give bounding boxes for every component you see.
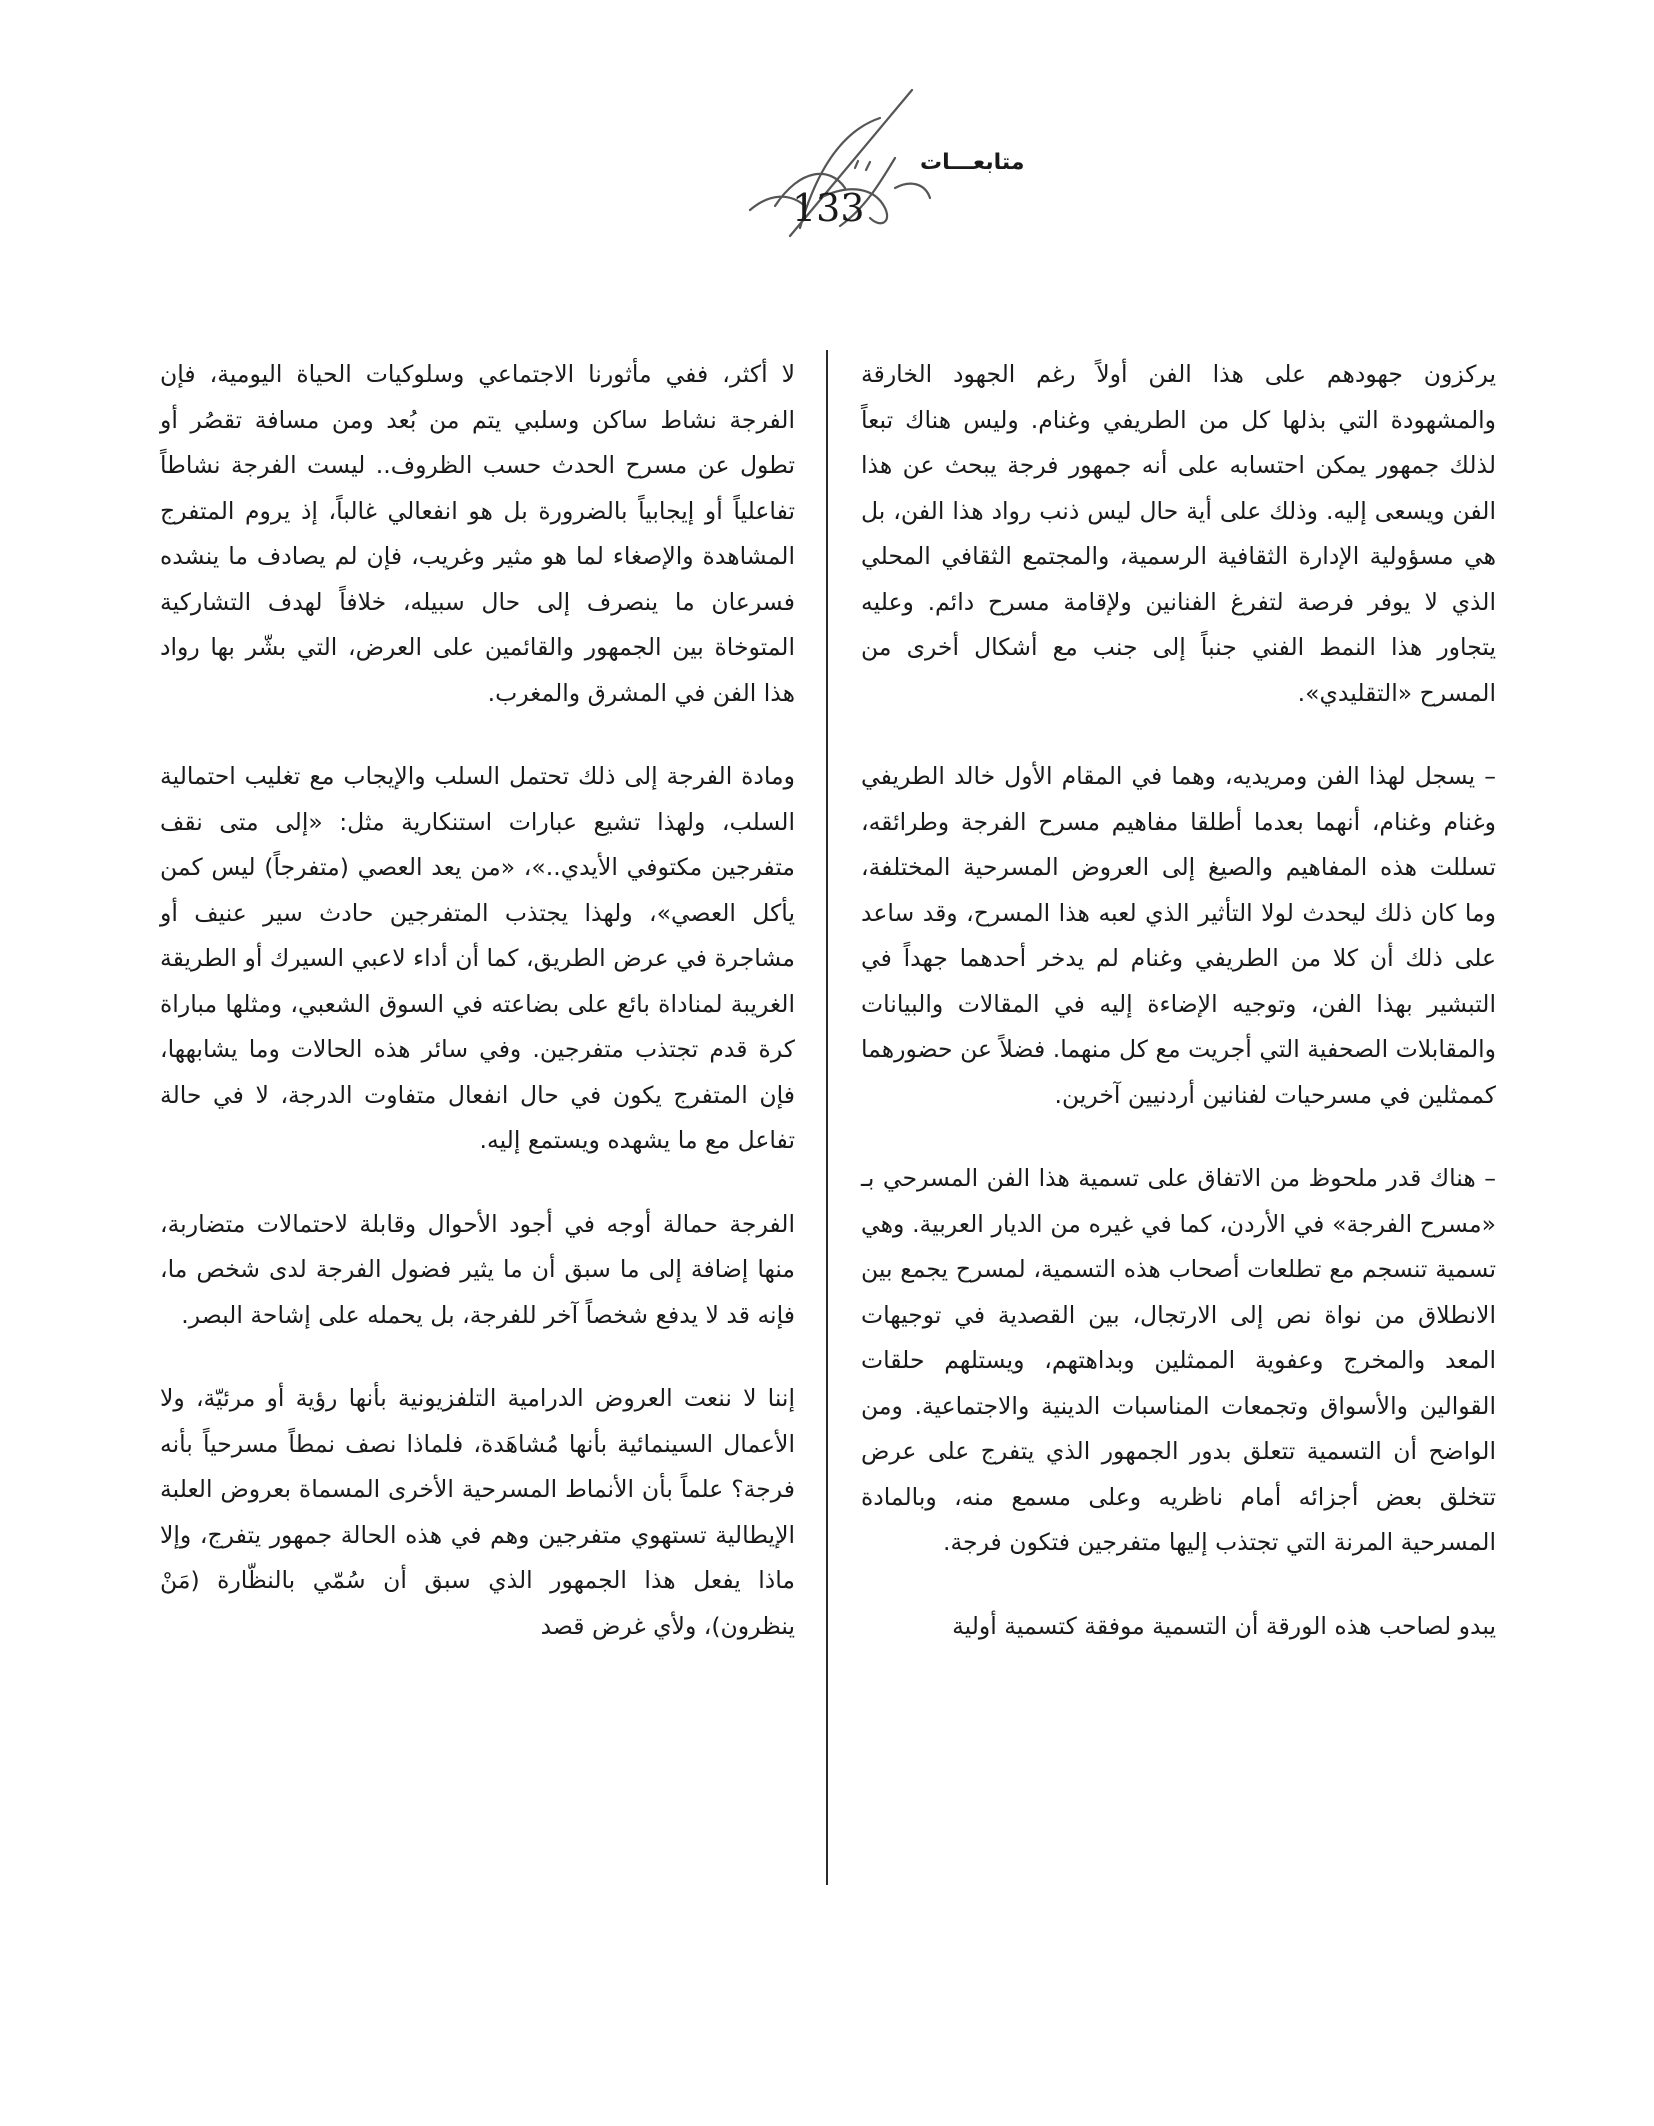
- paragraph: – يسجل لهذا الفن ومريديه، وهما في المقام الأول خالد الطريفي وغنام وغنام، أنهما بعدما أطلقا مفاهيم مسرح الفرجة وطرائقه، تسللت هذه المفاهيم والصيغ إلى العروض المسرحية المختلفة، وما كان ذلك ليحدث لولا التأثير الذي لعبه هذا المسرح، وقد ساعد على ذلك أن كلا من الطريفي وغنام لم يدخر أحدهما جهداً في التبشير بهذا الفن، وتوجيه الإضاءة إليه في المقالات والبيانات والمقابلات الصحفية التي أجريت مع كل منهما. فضلاً عن حضورهما كممثلين في مسرحيات لفنانين أردنيين آخرين.: [861, 762, 1496, 1109]
- paragraph: يبدو لصاحب هذه الورقة أن التسمية موفقة كتسمية أولية: [952, 1611, 1496, 1640]
- paragraph: ومادة الفرجة إلى ذلك تحتمل السلب والإيجاب مع تغليب احتمالية السلب، ولهذا تشيع عبارات استنكارية مثل: «إلى متى نقف متفرجين مكتوفي الأيدي..»، «من يعد العصي (متفرجاً) ليس كمن يأكل العصي»، ولهذا يجتذب المتفرجين حادث سير عنيف أو مشاجرة في عرض الطريق، كما أن أداء لاعبي السيرك أو الطريقة الغريبة لمناداة بائع على بضاعته في السوق الشعبي، ومثلها مباراة كرة قدم تجتذب متفرجين. وفي سائر هذه الحالات وما يشابهها، فإن المتفرج يكون في حال انفعال متفاوت الدرجة، لا في حالة تفاعل مع ما يشهده ويستمع إليه.: [160, 762, 795, 1154]
- paragraph: الفرجة حمالة أوجه في أجود الأحوال وقابلة لاحتمالات متضاربة، منها إضافة إلى ما سبق أن ما يثير فضول الفرجة لدى شخص ما، فإنه قد لا يدفع شخصاً آخر للفرجة، بل يحمله على إشاحة البصر.: [160, 1209, 795, 1329]
- paragraph: يركزون جهودهم على هذا الفن أولاً رغم الجهود الخارقة والمشهودة التي بذلها كل من الطريفي وغنام. وليس هناك تبعاً لذلك جمهور يمكن احتسابه على أنه جمهور فرجة يبحث عن هذا الفن ويسعى إليه. وذلك على أية حال ليس ذنب رواد هذا الفن، بل هي مسؤولية الإدارة الثقافية الرسمية، والمجتمع الثقافي المحلي الذي لا يوفر فرصة لتفرغ الفنانين ولإقامة مسرح دائم. وعليه يتجاور هذا النمط الفني جنباً إلى جنب مع أشكال أخرى من المسرح «التقليدي».: [861, 360, 1496, 707]
- right-text-column: [861, 352, 1496, 1687]
- page-header: [680, 88, 1025, 238]
- paragraph: – هناك قدر ملحوظ من الاتفاق على تسمية هذا الفن المسرحي بـ «مسرح الفرجة» في الأردن، كما في غيره من الديار العربية. وهي تسمية تنسجم مع تطلعات أصحاب هذه التسمية، لمسرح يجمع بين الانطلاق من نواة نص إلى الارتجال، بين القصدية في توجيهات المعد والمخرج وعفوية الممثلين وبداهتهم، ويستلهم حلقات القوالين والأسواق وتجمعات المناسبات الدينية والاجتماعية. ومن الواضح أن التسمية تتعلق بدور الجمهور الذي يتفرج على عرض تتخلق بعض أجزائه أمام ناظريه وعلى مسمع منه، وبالمادة المسرحية المرنة التي تجتذب إليها متفرجين فتكون فرجة.: [861, 1164, 1496, 1556]
- paragraph: إننا لا ننعت العروض الدرامية التلفزيونية بأنها رؤية أو مرئيّة، ولا الأعمال السينمائية بأنها مُشاهَدة، فلماذا نصف نمطاً مسرحياً بأنه فرجة؟ علماً بأن الأنماط المسرحية الأخرى المسماة بعروض العلبة الإيطالية تستهوي متفرجين وهم في هذه الحالة جمهور يتفرج، وإلا ماذا يفعل هذا الجمهور الذي سبق أن سُمّي بالنظّارة (مَنْ ينظرون)، ولأي غرض قصد: [160, 1384, 795, 1640]
- column-divider: [826, 350, 828, 1885]
- paragraph: لا أكثر، ففي مأثورنا الاجتماعي وسلوكيات الحياة اليومية، فإن الفرجة نشاط ساكن وسلبي يتم من بُعد ومن مسافة تقصُر أو تطول عن مسرح الحدث حسب الظروف.. ليست الفرجة نشاطاً تفاعلياً أو إيجابياً بالضرورة بل هو انفعالي غالباً، إذ يروم المتفرج المشاهدة والإصغاء لما هو مثير وغريب، فإن لم يصادف ما ينشده فسرعان ما ينصرف إلى حال سبيله، خلافاً لهدف التشاركية المتوخاة بين الجمهور والقائمين على العرض، التي بشّر بها رواد هذا الفن في المشرق والمغرب.: [160, 360, 795, 707]
- section-label: متابعـــات: [920, 150, 1025, 175]
- left-text-column: [160, 352, 795, 1687]
- page-number: 133: [792, 186, 865, 230]
